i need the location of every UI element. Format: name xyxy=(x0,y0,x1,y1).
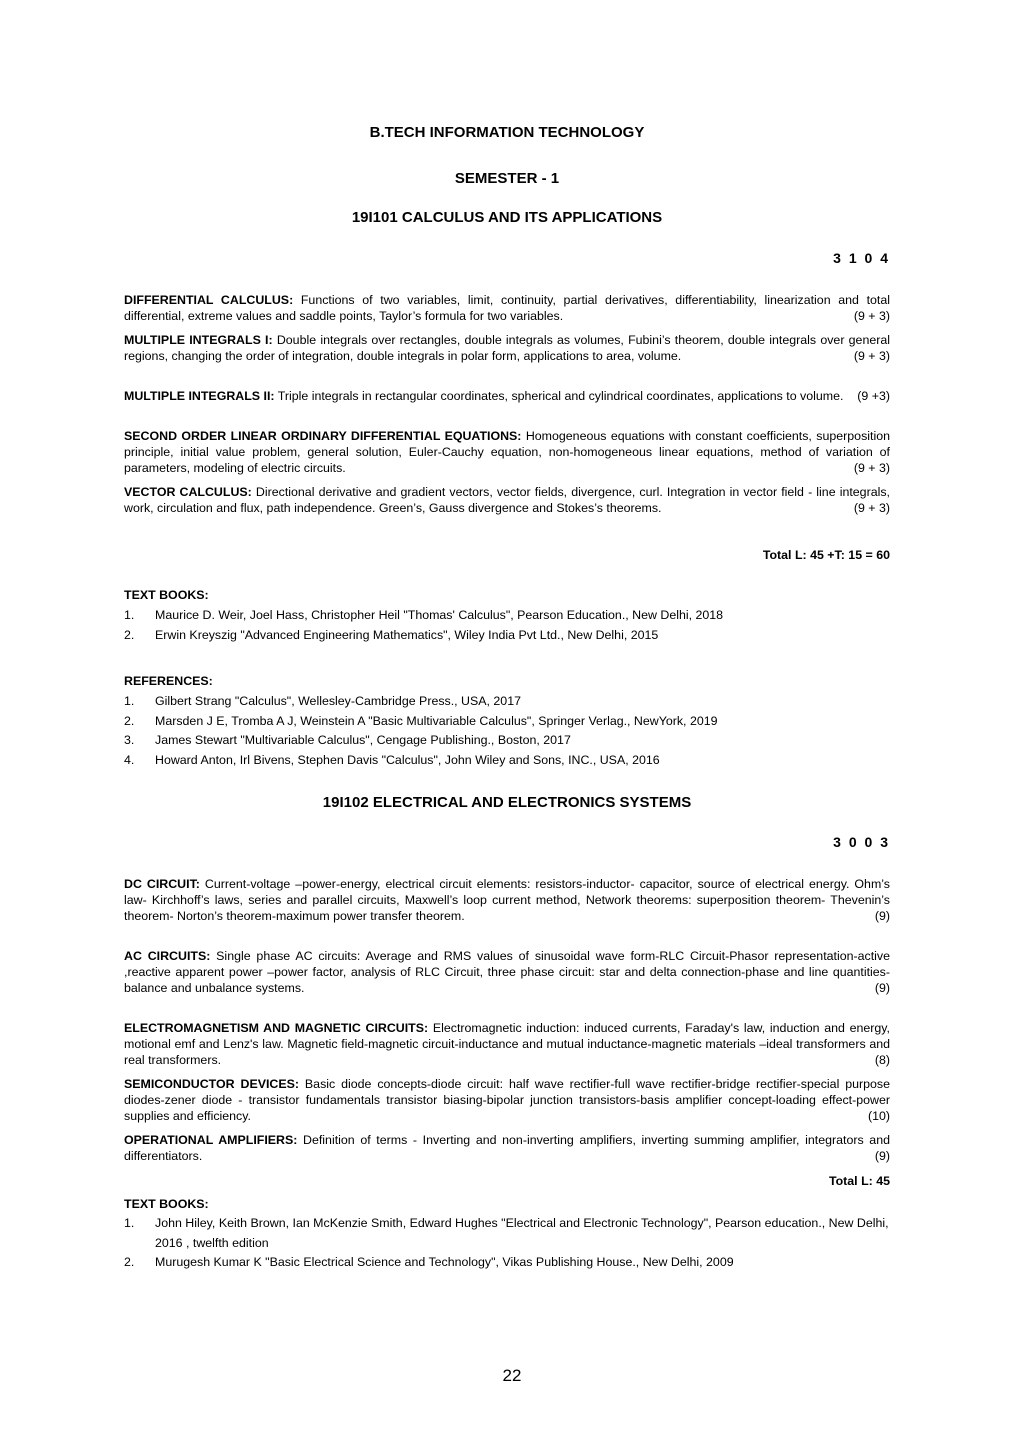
unit-heading: DC CIRCUIT: xyxy=(124,877,200,891)
item-number: 2. xyxy=(124,713,135,728)
item-text: Gilbert Strang "Calculus", Wellesley-Cambridge Press., USA, 2017 xyxy=(155,694,521,708)
course-title: 19I102 ELECTRICAL AND ELECTRONICS SYSTEMS xyxy=(322,794,692,811)
textbooks-heading: TEXT BOOKS: xyxy=(124,588,209,602)
unit-hours: (9 + 3) xyxy=(853,349,890,363)
syllabus-unit xyxy=(124,1132,890,1164)
unit-hours: (9 +3) xyxy=(857,389,890,403)
unit-text: Homogeneous equations with constant coefficients, superposition principle, initial value problem, general solution, Euler-Cauchy equation, non-homogeneous linear equations, method of variation of parameters, modeling of electric circuits. xyxy=(124,429,890,475)
credits: 3 1 0 4 xyxy=(833,250,890,266)
total-hours: Total L: 45 +T: 15 = 60 xyxy=(762,548,890,562)
unit-text: Electromagnetic induction: induced currents, Faraday's law, induction and energy, motional emf and Lenz's law. Magnetic field-magnetic circuit-inductance and mutual inductance-magnetic materials –ideal transformers and real transformers. xyxy=(124,1021,890,1067)
unit-hours: (9 + 3) xyxy=(853,461,890,475)
unit-hours: (9 + 3) xyxy=(853,501,890,515)
unit-text: Current-voltage –power-energy, electrical circuit elements: resistors-inductor- capacitor, source of electrical energy. Ohm’s law- Kirchhoff’s laws, series and parallel circuits, Maxwell’s loop current method, Network theorems: superposition theorem- Thevenin’s theorem- Norton’s theorem-maximum power transfer theorem. xyxy=(124,877,890,923)
item-text: Howard Anton, Irl Bivens, Stephen Davis "Calculus", John Wiley and Sons, INC., USA, 2016 xyxy=(155,752,660,767)
unit-text: Basic diode concepts-diode circuit: half wave rectifier-full wave rectifier-bridge rectifier-special purpose diodes-zener diode - transistor fundamentals transistor biasing-bipolar junction transistors-basis amplifier concept-loading effect-power supplies and efficiency. xyxy=(124,1077,890,1123)
item-text: Erwin Kreyszig "Advanced Engineering Mathematics", Wiley India Pvt Ltd., New Delhi, 2015 xyxy=(155,627,659,642)
item-number: 1. xyxy=(124,608,135,622)
list-item xyxy=(124,606,890,626)
unit-heading: MULTIPLE INTEGRALS II: xyxy=(124,389,275,403)
textbooks-list xyxy=(124,606,890,645)
unit-hours: (9) xyxy=(874,1149,890,1163)
list-item xyxy=(124,731,890,751)
unit-hours: (9) xyxy=(874,909,890,923)
list-item xyxy=(124,751,890,771)
course-title: 19I101 CALCULUS AND ITS APPLICATIONS xyxy=(351,209,663,226)
syllabus-unit xyxy=(124,948,890,996)
item-number: 1. xyxy=(124,694,135,708)
item-text: Maurice D. Weir, Joel Hass, Christopher Heil "Thomas' Calculus", Pearson Education., New Delhi, 2018 xyxy=(155,608,724,622)
unit-text: Functions of two variables, limit, continuity, partial derivatives, differentiability, linearization and total differential, extreme values and saddle points, Taylor’s formula for two variables. xyxy=(124,293,891,323)
unit-heading: MULTIPLE INTEGRALS I: xyxy=(124,333,273,347)
syllabus-unit xyxy=(124,332,890,364)
department-title: B.TECH INFORMATION TECHNOLOGY xyxy=(369,124,645,141)
textbooks-heading: TEXT BOOKS: xyxy=(124,1197,209,1211)
unit-text: Double integrals over rectangles, double integrals as volumes, Fubini’s theorem, double integrals over general regions, changing the order of integration, double integrals in polar form, applications to area, volume. xyxy=(124,333,890,363)
unit-text: Triple integrals in rectangular coordinates, spherical and cylindrical coordinates, applications to volume. xyxy=(274,389,844,403)
unit-hours: (9 + 3) xyxy=(853,309,890,323)
syllabus-unit xyxy=(124,388,890,404)
syllabus-unit xyxy=(124,292,890,324)
syllabus-unit xyxy=(124,876,890,924)
item-text: John Hiley, Keith Brown, Ian McKenzie Smith, Edward Hughes "Electrical and Electronic Technology", Pearson education., New Delhi, 2016 , twelfth edition xyxy=(155,1216,889,1250)
semester-heading: SEMESTER - 1 xyxy=(454,170,560,187)
list-item xyxy=(124,712,890,732)
references-heading: REFERENCES: xyxy=(124,674,213,688)
unit-heading: SEMICONDUCTOR DEVICES: xyxy=(124,1077,300,1091)
item-number: 2. xyxy=(124,627,135,642)
item-number: 1. xyxy=(124,1216,135,1230)
unit-heading: OPERATIONAL AMPLIFIERS: xyxy=(124,1133,298,1147)
unit-heading: DIFFERENTIAL CALCULUS: xyxy=(124,293,294,307)
unit-text: Directional derivative and gradient vectors, vector fields, divergence, curl. Integration in vector field - line integrals, work, circulation and flux, path independence. Green’s, Gauss divergence and Stokes’s theorems. xyxy=(124,485,890,515)
unit-heading: AC CIRCUITS: xyxy=(124,949,211,963)
total-hours: Total L: 45 xyxy=(828,1174,890,1188)
syllabus-unit xyxy=(124,1020,890,1068)
unit-heading: SECOND ORDER LINEAR ORDINARY DIFFERENTIAL EQUATIONS: xyxy=(124,429,522,443)
credits: 3 0 0 3 xyxy=(833,834,890,850)
page-number: 22 xyxy=(502,1366,522,1385)
unit-heading: ELECTROMAGNETISM AND MAGNETIC CIRCUITS: xyxy=(124,1021,429,1035)
textbooks-list xyxy=(124,1214,890,1273)
item-number: 2. xyxy=(124,1255,135,1270)
item-text: Marsden J E, Tromba A J, Weinstein A "Basic Multivariable Calculus", Springer Verlag., NewYork, 2019 xyxy=(155,713,718,728)
list-item xyxy=(124,1253,890,1273)
item-text: Murugesh Kumar K "Basic Electrical Science and Technology", Vikas Publishing House., New Delhi, 2009 xyxy=(155,1255,734,1270)
list-item xyxy=(124,626,890,646)
unit-text: Single phase AC circuits: Average and RMS values of sinusoidal wave form-RLC Circuit-Phasor representation-active ,reactive apparent power –power factor, analysis of RLC Circuit, three phase circuit: star and delta connection-phase and line quantities-balance and unbalance systems. xyxy=(124,949,890,995)
item-number: 3. xyxy=(124,733,135,748)
syllabus-unit xyxy=(124,1076,890,1124)
unit-hours: (10) xyxy=(867,1109,890,1123)
item-number: 4. xyxy=(124,752,135,767)
unit-text: Definition of terms - Inverting and non-inverting amplifiers, inverting summing amplifier, integrators and differentiators. xyxy=(124,1133,890,1163)
item-text: James Stewart "Multivariable Calculus", Cengage Publishing., Boston, 2017 xyxy=(155,733,571,748)
syllabus-unit xyxy=(124,428,890,476)
syllabus-unit xyxy=(124,484,890,516)
unit-heading: VECTOR CALCULUS: xyxy=(124,485,252,499)
references-list xyxy=(124,692,890,770)
unit-hours: (9) xyxy=(874,981,890,995)
list-item xyxy=(124,1214,890,1253)
list-item xyxy=(124,692,890,712)
unit-hours: (8) xyxy=(874,1053,890,1067)
